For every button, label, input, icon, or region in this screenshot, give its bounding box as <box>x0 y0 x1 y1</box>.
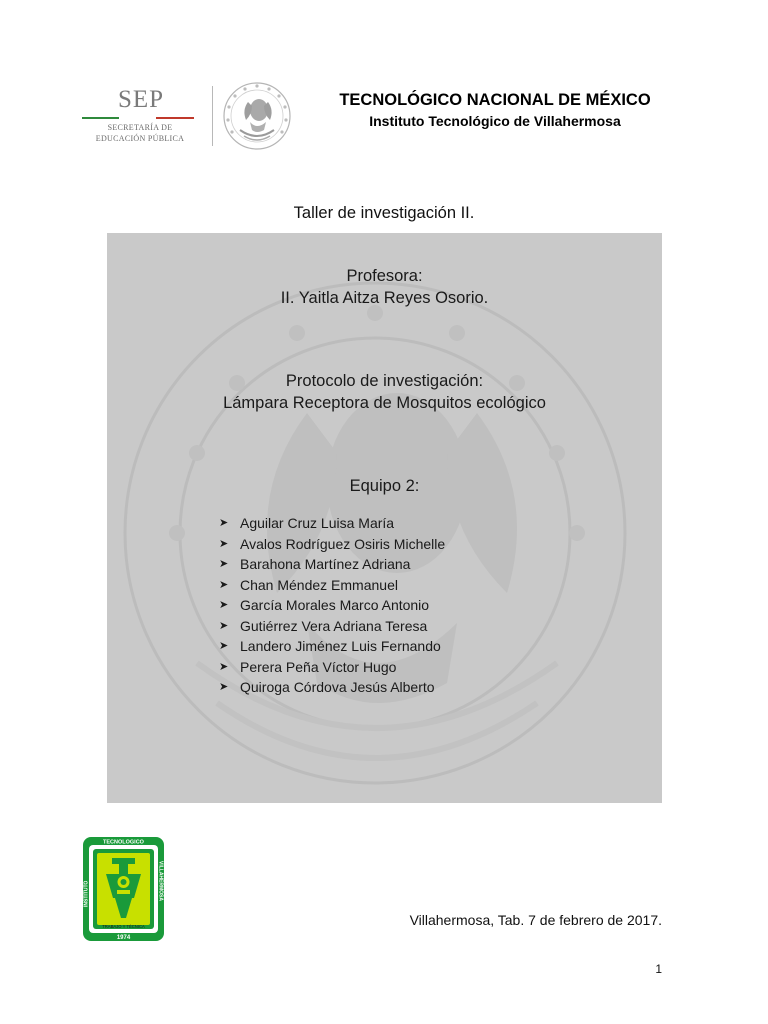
member-name: Barahona Martínez Adriana <box>240 556 411 572</box>
professor-heading: Profesora: <box>346 267 423 285</box>
bullet-arrow-icon: ➤ <box>219 640 229 652</box>
list-item <box>219 636 445 657</box>
sep-acronym: SEP <box>118 86 165 113</box>
bullet-arrow-icon: ➤ <box>219 517 229 529</box>
bullet-arrow-icon: ➤ <box>219 537 229 550</box>
list-item <box>219 575 445 596</box>
course-title: Taller de investigación II. <box>293 204 475 222</box>
professor-name: II. Yaitla Aitza Reyes Osorio. <box>280 289 489 307</box>
sep-subtitle-line2: EDUCACIÓN PÚBLICA <box>95 134 185 143</box>
bullet-arrow-icon: ➤ <box>219 619 229 632</box>
sep-tricolor-line <box>82 117 194 119</box>
protocol-heading: Protocolo de investigación: <box>285 372 484 390</box>
list-item <box>219 513 445 534</box>
team-heading: Equipo 2: <box>349 477 420 495</box>
page-number: 1 <box>655 962 662 976</box>
bullet-arrow-icon: ➤ <box>219 681 229 693</box>
list-item <box>219 657 445 678</box>
institution-title: TECNOLÓGICO NACIONAL DE MÉXICO <box>339 91 651 109</box>
member-name: García Morales Marco Antonio <box>240 597 430 613</box>
itvh-top-text: TECNOLOGICO <box>103 839 144 846</box>
member-name: Quiroga Córdova Jesús Alberto <box>240 679 435 695</box>
sep-logo <box>80 86 200 148</box>
list-item <box>219 534 445 555</box>
bullet-arrow-icon: ➤ <box>219 558 229 570</box>
itvh-right-text: VILLAHERMOSA <box>157 861 164 901</box>
mexico-coat-of-arms-seal-icon <box>222 80 292 152</box>
itvh-motto: TRABAJO Y TÉCNICA <box>102 924 145 929</box>
institution-subtitle: Instituto Tecnológico de Villahermosa <box>369 113 621 129</box>
date-line: Villahermosa, Tab. 7 de febrero de 2017. <box>409 912 662 928</box>
sep-subtitle-line1: SECRETARÍA DE <box>107 123 173 132</box>
itvh-year: 1974 <box>116 935 131 941</box>
content-panel <box>107 233 662 803</box>
member-name: Chan Méndez Emmanuel <box>240 576 398 593</box>
protocol-title: Lámpara Receptora de Mosquitos ecológico <box>223 394 546 412</box>
itvh-institute-logo-icon <box>82 836 165 942</box>
sep-subtitle <box>80 122 200 144</box>
member-name: Avalos Rodríguez Osiris Michelle <box>240 535 446 552</box>
member-name: Aguilar Cruz Luisa María <box>240 515 395 531</box>
member-name: Gutiérrez Vera Adriana Teresa <box>240 617 428 634</box>
bullet-arrow-icon: ➤ <box>219 660 229 673</box>
bullet-arrow-icon: ➤ <box>219 578 229 591</box>
member-name: Perera Peña Víctor Hugo <box>240 658 397 675</box>
list-item <box>219 595 445 616</box>
bullet-arrow-icon: ➤ <box>219 599 229 611</box>
header-divider <box>212 86 213 146</box>
list-item <box>219 677 445 698</box>
team-member-list <box>219 513 445 698</box>
itvh-left-text: INSTITUTO <box>83 880 90 907</box>
member-name: Landero Jiménez Luis Fernando <box>240 638 441 654</box>
list-item <box>219 554 445 575</box>
list-item <box>219 616 445 637</box>
